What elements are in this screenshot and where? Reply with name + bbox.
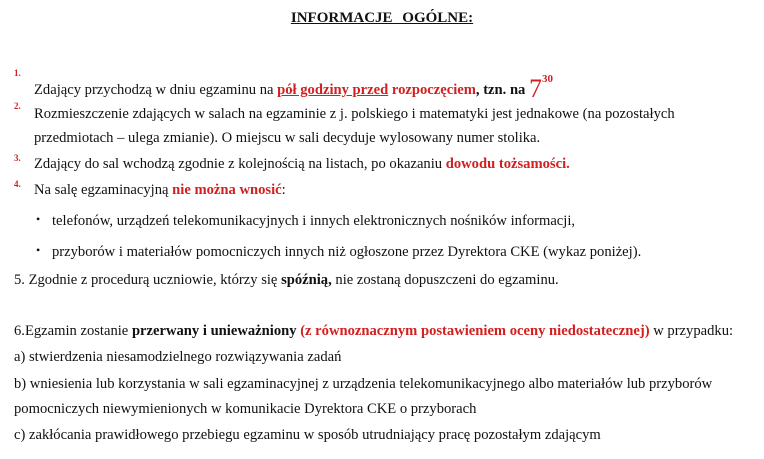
bullet-item-2: przyborów i materiałów pomocniczych innych niż ogłoszone przez Dyrektora CKE (wykaz poniżej). — [52, 244, 642, 260]
item-number-4: 4. — [14, 179, 21, 189]
item-2-line-1: Rozmieszczenie zdających w salach na egzaminie z j. polskiego i matematyki jest jednakowe (na pozostałych — [34, 106, 675, 122]
item-number-2: 2. — [14, 101, 21, 111]
item-6b-line-1: b) wniesienia lub korzystania w sali egzaminacyjnej z urządzenia telekomunikacyjnego albo materiałów lub przyborów — [14, 376, 713, 392]
item-1: Zdający przychodzą w dniu egzaminu na pół godziny przed rozpoczęciem, tzn. na $7^{30}$ — [34, 73, 553, 103]
bullet-item-1: telefonów, urządzeń telekomunikacyjnych i innych elektronicznych nośników informacji, — [52, 213, 576, 229]
item-6c: c) zakłócania prawidłowego przebiegu egzaminu w sposób utrudniający pracę pozostałym zdającym — [14, 427, 601, 443]
item-6: 6.Egzamin zostanie przerwany i unieważniony (z równoznacznym postawieniem oceny niedostatecznej) w przypadku: — [14, 323, 734, 339]
bullet-icon: • — [36, 212, 41, 226]
page-title: INFORMACJE OGÓLNE: — [290, 10, 474, 26]
item-number-1: 1. — [14, 68, 21, 78]
item-6a: a) stwierdzenia niesamodzielnego rozwiązywania zadań — [14, 349, 342, 365]
item-5: 5. Zgodnie z procedurą uczniowie, którzy się spóźnią, nie zostaną dopuszczeni do egzaminu. — [14, 272, 559, 288]
start-minutes: 30 — [542, 73, 553, 85]
start-hour: 7 — [529, 74, 542, 103]
item-2-line-2: przedmiotach – ulega zmianie). O miejscu w sali decyduje wylosowany numer stolika. — [34, 130, 541, 146]
bullet-icon: • — [36, 243, 41, 257]
item-number-3: 3. — [14, 153, 21, 163]
item-4: Na salę egzaminacyjną nie można wnosić: — [34, 182, 286, 198]
item-3: Zdający do sal wchodzą zgodnie z kolejnością na listach, po okazaniu dowodu tożsamości. — [34, 156, 570, 172]
item-6b-line-2: pomocniczych niewymienionych w komunikacie Dyrektora CKE o przyborach — [14, 401, 477, 417]
